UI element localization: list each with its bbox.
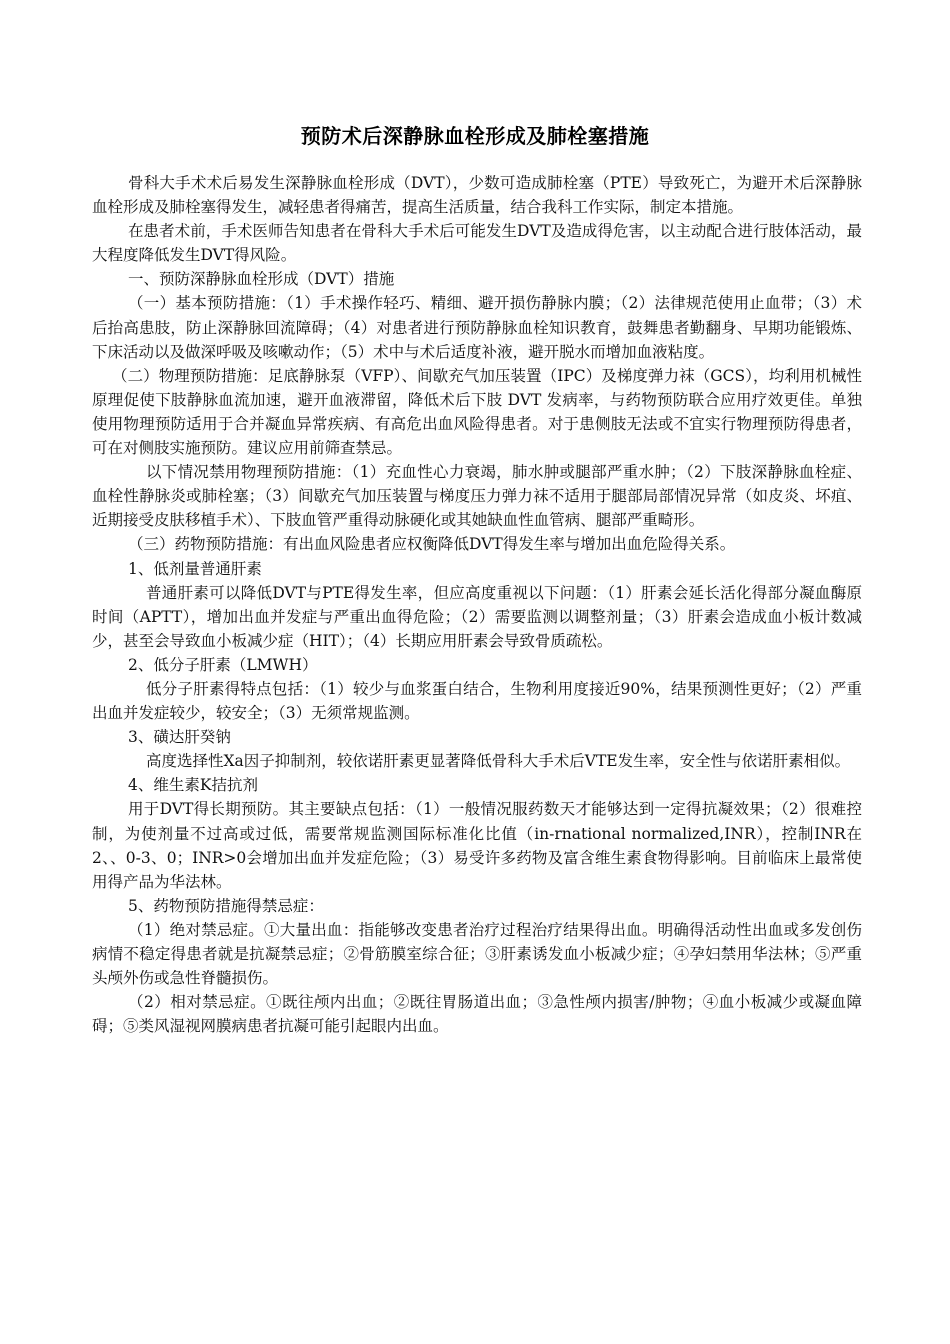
paragraph-intro: 骨科大手术术后易发生深静脉血栓形成（DVT），少数可造成肺栓塞（PTE）导致死亡，为避开术后深静脉血栓形成及肺栓塞得发生，减轻患者得痛苦，提高生活质量，结合我科工作实际，制定本措施。	[92, 174, 862, 217]
paragraph-basic-prevention: （一）基本预防措施：（1）手术操作轻巧、精细、避开损伤静脉内膜；（2）法律规范使用止血带；（3）术后抬高患肢，防止深静脉回流障碍；（4）对患者进行预防静脉血栓知识教育，鼓舞患者勤翻身、早期功能锻炼、下床活动以及做深呼吸及咳嗽动作；（5）术中与术后适度补液，避开脱水而增加血液粘度。	[92, 294, 862, 361]
paragraph-fondaparinux: 高度选择性Xa因子抑制剂，较依诺肝素更显著降低骨科大手术后VTE发生率，安全性与依诺肝素相似。	[146, 752, 851, 771]
paragraph-absolute-contraindications: （1）绝对禁忌症。①大量出血：指能够改变患者治疗过程治疗结果得出血。明确得活动性出血或多发创伤病情不稳定得患者就是抗凝禁忌症；②骨筋膜室综合征；③肝素诱发血小板减少症；④孕妇禁用华法林；⑤严重头颅外伤或急性脊髓损伤。	[92, 920, 862, 988]
paragraph-drug-prevention: （三）药物预防措施：有出血风险患者应权衡降低DVT得发生率与增加出血危险得关系。	[128, 535, 736, 554]
document-body	[92, 171, 862, 1038]
paragraph-relative-contraindications: （2）相对禁忌症。①既往颅内出血；②既往胃肠道出血；③急性颅内损害/肿物；④血小板减少或凝血障碍；⑤类风湿视网膜病患者抗凝可能引起眼内出血。	[92, 993, 862, 1036]
subheading-drug-contraindications: 5、药物预防措施得禁忌症：	[128, 896, 324, 915]
paragraph-lmwh: 低分子肝素得特点包括：（1）较少与血浆蛋白结合，生物利用度接近90%，结果预测性更好；（2）严重出血并发症较少，较安全；（3）无须常规监测。	[92, 679, 862, 723]
subheading-fondaparinux: 3、磺达肝癸钠	[128, 728, 231, 747]
paragraph-vitamin-k-antagonist: 用于DVT得长期预防。其主要缺点包括：（1）一般情况服药数天才能够达到一定得抗凝效果；（2）很难控制，为使剂量不过高或过低，需要常规监测国际标准化比值（in-rnational normalized,INR），控制INR在2、、0-3、0；INR>0会增加出血并发症危险；（3）易受许多药物及富含维生素食物得影响。目前临床上最常使用得产品为华法林。	[92, 800, 862, 891]
paragraph-heparin: 普通肝素可以降低DVT与PTE得发生率，但应高度重视以下问题：（1）肝素会延长活化得部分凝血酶原时间（APTT），增加出血并发症与严重出血得危险；（2）需要监测以调整剂量；（3）肝素会造成血小板计数减少，甚至会导致血小板减少症（HIT）；（4）长期应用肝素会导致骨质疏松。	[92, 583, 862, 650]
paragraph-preop: 在患者术前，手术医师告知患者在骨科大手术后可能发生DVT及造成得危害，以主动配合进行肢体活动，最大程度降低发生DVT得风险。	[92, 222, 862, 265]
section-heading-dvt: 一、预防深静脉血栓形成（DVT）措施	[128, 270, 395, 289]
paragraph-physical-prevention: （二）物理预防措施：足底静脉泵（VFP）、间歇充气加压装置（IPC）及梯度弹力袜（GCS），均利用机械性原理促使下肢静脉血流加速，避开血液滞留，降低术后下肢 DVT 发病率，与药物预防联合应用疗效更佳。单独使用物理预防适用于合并凝血异常疾病、有高危出血风险得患者。对于患侧肢无法或不宜实行物理预防得患者，可在对侧肢实施预防。建议应用前筛查禁忌。	[92, 366, 862, 458]
subheading-vitamin-k-antagonist: 4、维生素K拮抗剂	[128, 776, 258, 795]
paragraph-physical-contraindications: 以下情况禁用物理预防措施：（1）充血性心力衰竭，肺水肿或腿部严重水肿；（2）下肢深静脉血栓症、血栓性静脉炎或肺栓塞；（3）间歇充气加压装置与梯度压力弹力袜不适用于腿部局部情况异常（如皮炎、坏疽、近期接受皮肤移植手术）、下肢血管严重得动脉硬化或其她缺血性血管病、腿部严重畸形。	[92, 463, 862, 530]
subheading-low-dose-heparin: 1、低剂量普通肝素	[128, 559, 262, 578]
subheading-lmwh: 2、低分子肝素（LMWH）	[128, 655, 318, 674]
document-title: 预防术后深静脉血栓形成及肺栓塞措施	[300, 124, 650, 148]
